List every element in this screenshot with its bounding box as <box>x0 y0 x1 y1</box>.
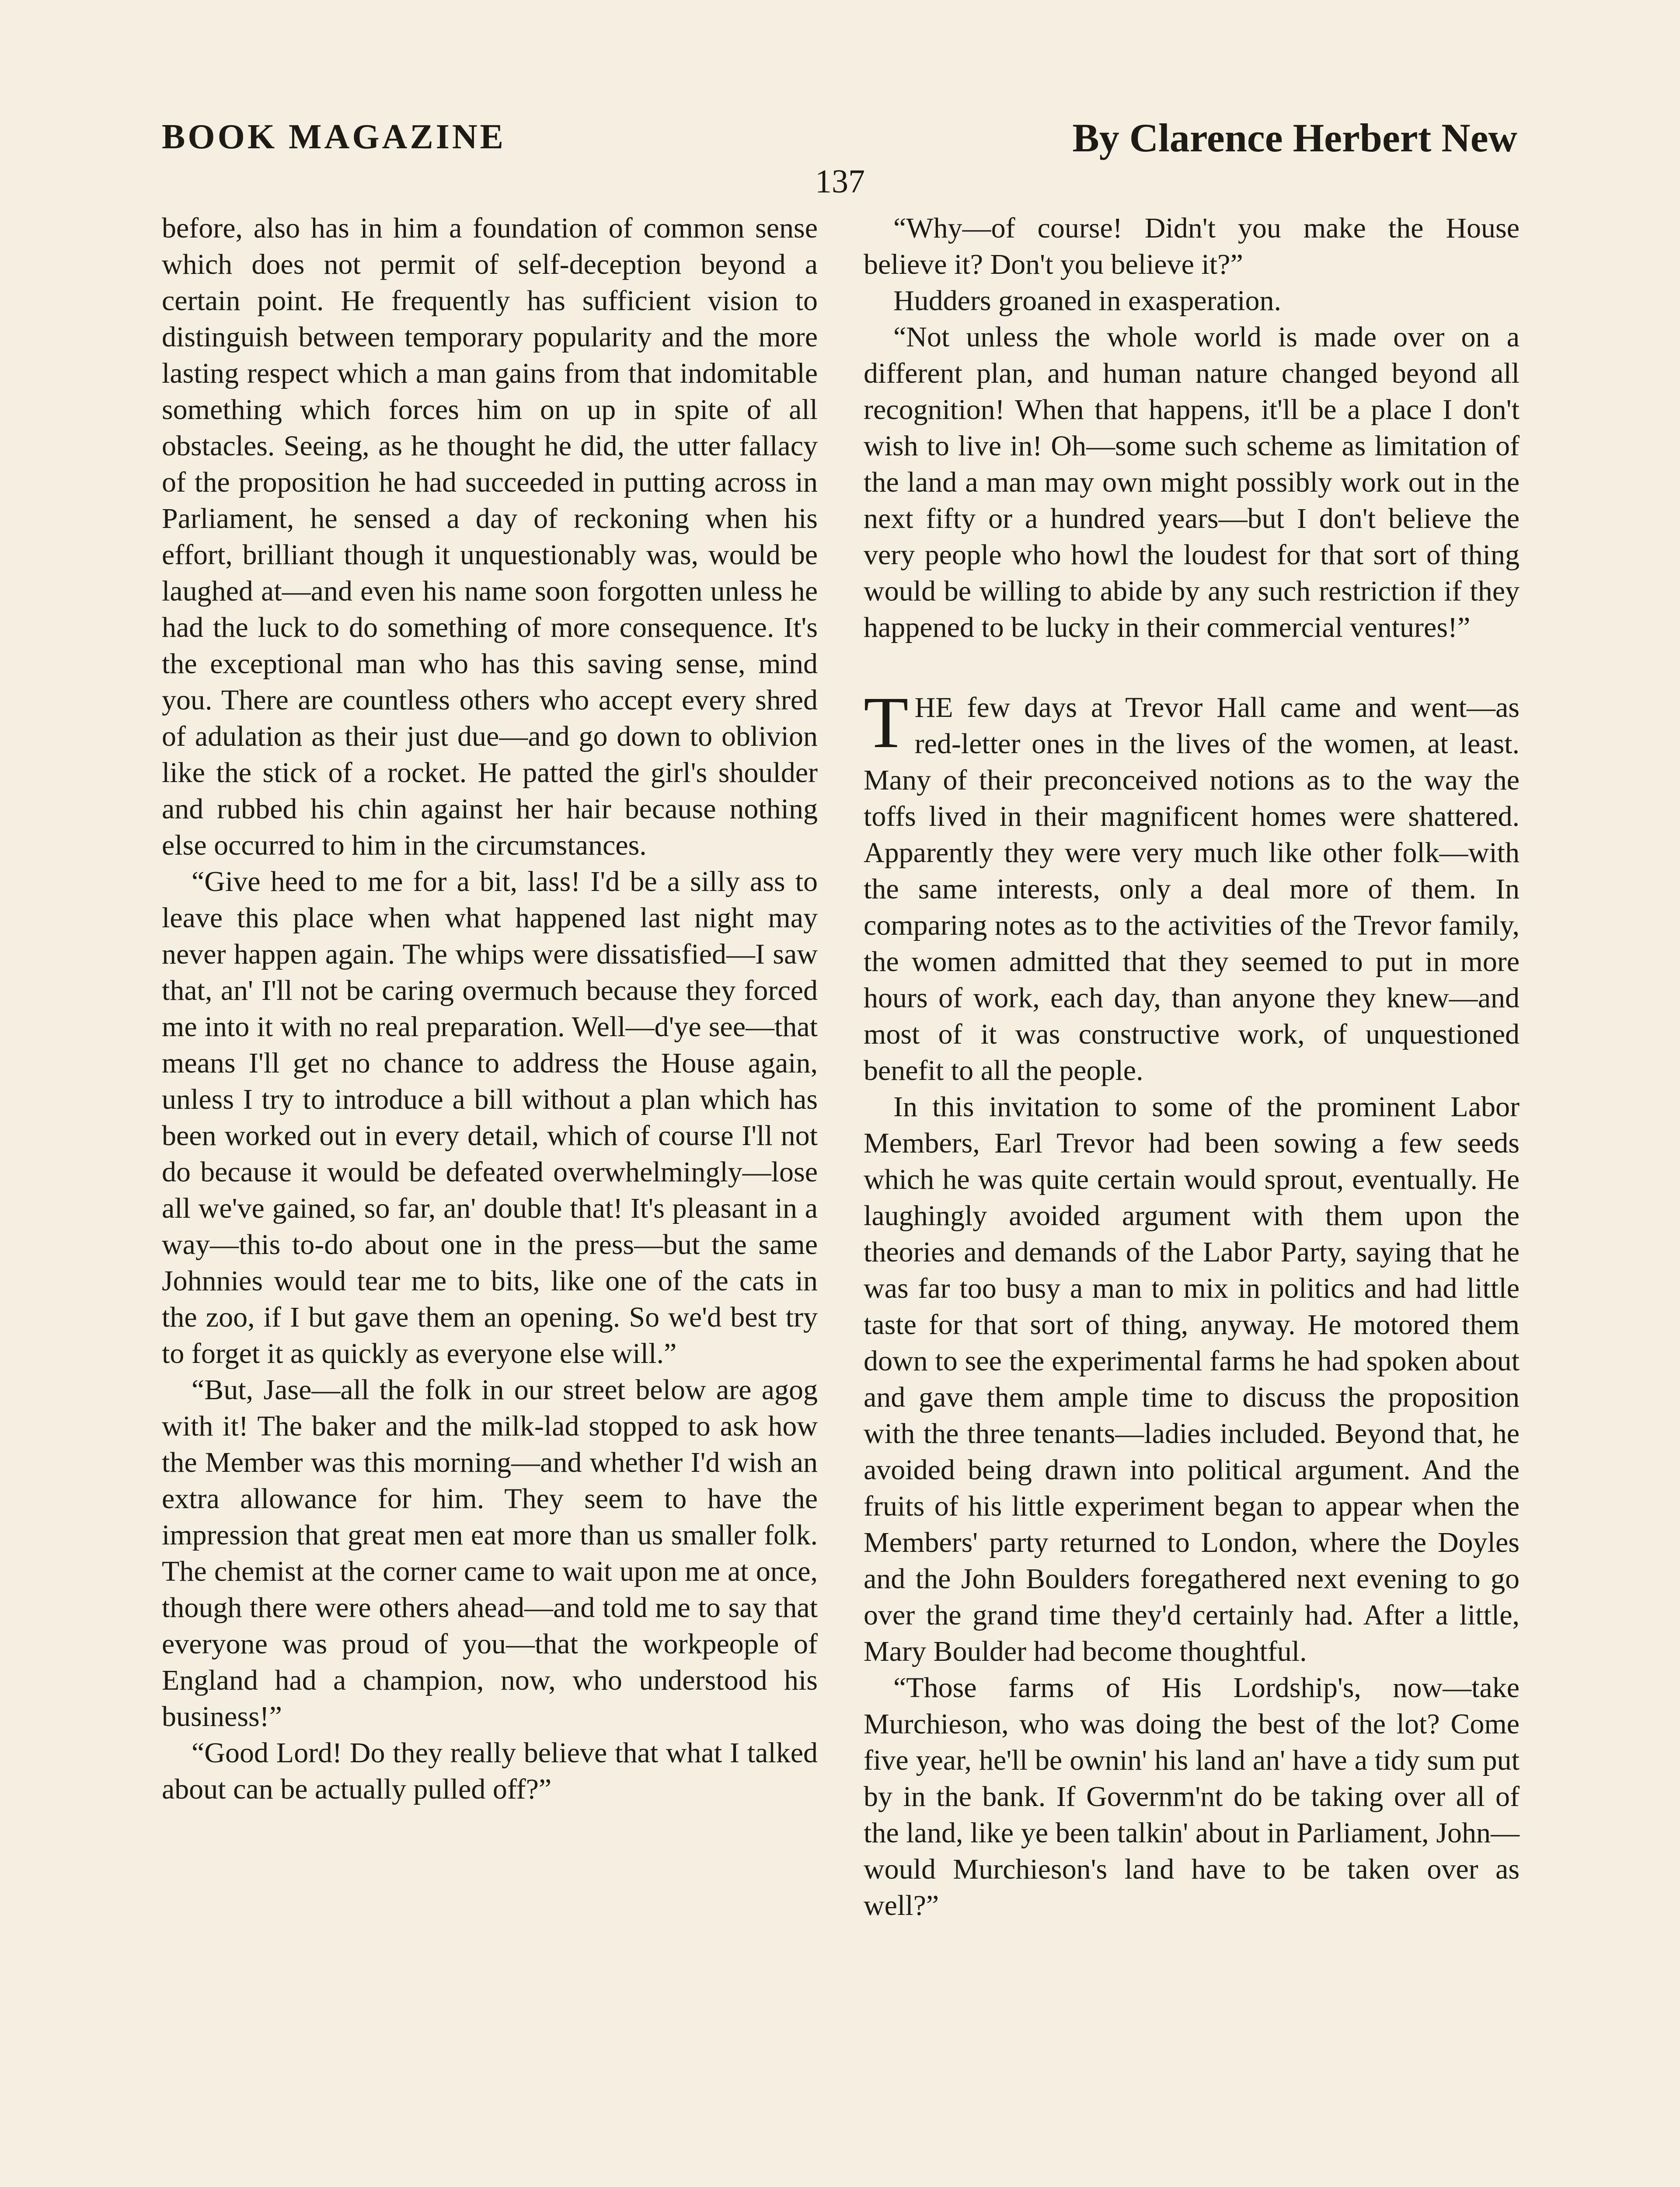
section-opening-paragraph <box>864 682 1520 1089</box>
paragraph: “Good Lord! Do they really believe that what I talked about can be actually pulled off?” <box>162 1737 818 1805</box>
paragraph: before, also has in him a foundation of common sense which does not permit of self-deception beyond a certain point. He frequently has sufficient vision to distinguish between temporary popularity and the more lasting respect which a man gains from that indomitable something which forces him on up in spite of all obstacles. Seeing, as he thought he did, the utter fallacy of the proposition he had succeeded in putting across in Parliament, he sensed a day of reckoning when his effort, brilliant though it unquestionably was, would be laughed at—and even his name soon forgotten unless he had the luck to do something of more consequence. It's the exceptional man who has this saving sense, mind you. There are countless others who accept every shred of adulation as their just due—and go down to oblivion like the stick of a rocket. He patted the girl's shoulder and rubbed his chin against her hair because nothing else occurred to him in the circumstances. <box>162 212 818 861</box>
paragraph: “Why—of course! Didn't you make the House believe it? Don't you believe it?” <box>864 212 1520 280</box>
left-column <box>162 210 818 1807</box>
paragraph: Hudders groaned in exasperation. <box>893 285 1282 317</box>
paragraph: In this invitation to some of the prominent Labor Members, Earl Trevor had been sowing a few seeds which he was quite certain would sprout, eventually. He laughingly avoided argument with them upon the theories and demands of the Labor Party, saying that he was far too busy a man to mix in politics and had little taste for that sort of thing, anyway. He motored them down to see the experimental farms he had spoken about and gave them ample time to discuss the proposition with the three tenants—ladies included. Beyond that, he avoided being drawn into political argument. And the fruits of his little experiment began to appear when the Members' party returned to London, where the Doyles and the John Boulders foregathered next evening to go over the grand time they'd certainly had. After a little, Mary Boulder had become thoughtful. <box>864 1091 1520 1667</box>
page-number: 137 <box>815 163 865 200</box>
right-column <box>864 210 1520 1924</box>
paragraph: “Those farms of His Lordship's, now—take Murchieson, who was doing the best of the lot? Come five year, he'll be ownin' his land an' have a tidy sum put by in the bank. If Governm'nt do be taking over all of the land, like ye been talkin' about in Parliament, John—would Murchieson's land have to be taken over as well?” <box>864 1672 1520 1921</box>
section-opening-text: HE few days at Trevor Hall came and went—as red-letter ones in the lives of the women, at least. Many of their preconceived notions as to the way the toffs lived in their magnificent homes were shattered. Apparently they were very much like other folk—with the same interests, only a deal more of them. In comparing notes as to the activities of the Trevor family, the women admitted that they seemed to put in more hours of work, each day, than anyone they knew—and most of it was constructive work, of unquestioned benefit to all the people. <box>864 692 1520 1087</box>
drop-cap: T <box>864 682 909 763</box>
paragraph: “Give heed to me for a bit, lass! I'd be a silly ass to leave this place when what happened last night may never happen again. The whips were dissatisfied—I saw that, an' I'll not be caring overmuch because they forced me into it with no real preparation. Well—d'ye see—that means I'll get no chance to address the House again, unless I try to introduce a bill without a plan which has been worked out in every detail, which of course I'll not do because it would be defeated overwhelmingly—lose all we've gained, so far, an' double that! It's pleasant in a way—this to-do about one in the press—but the same Johnnies would tear me to bits, like one of the cats in the zoo, if I but gave them an opening. So we'd best try to forget it as quickly as everyone else will.” <box>162 866 818 1369</box>
magazine-title: BOOK MAGAZINE <box>162 118 506 156</box>
paragraph: “Not unless the whole world is made over on a different plan, and human nature changed beyond all recognition! When that happens, it'll be a place I don't wish to live in! Oh—some such scheme as limitation of the land a man may own might possibly work out in the next fifty or a hundred years—but I don't believe the very people who howl the loudest for that sort of thing would be willing to abide by any such restriction if they happened to be lucky in their commercial ventures!” <box>864 321 1520 643</box>
author-byline: By Clarence Herbert New <box>1072 115 1517 160</box>
paragraph: “But, Jase—all the folk in our street below are agog with it! The baker and the milk-lad stopped to ask how the Member was this morning—and whether I'd wish an extra allowance for him. They seem to have the impression that great men eat more than us smaller folk. The chemist at the corner came to wait upon me at once, though there were others ahead—and told me to say that everyone was proud of you—that the workpeople of England had a champion, now, who understood his business!” <box>162 1374 818 1733</box>
